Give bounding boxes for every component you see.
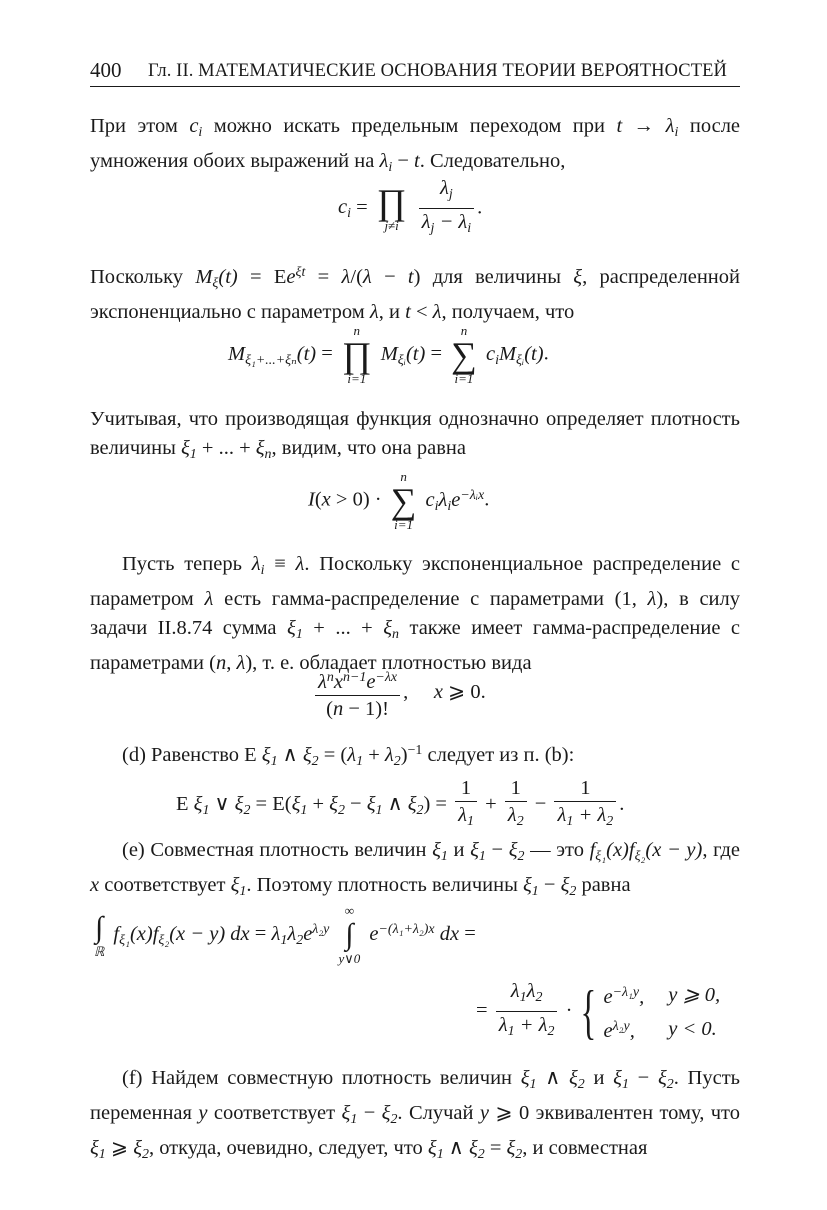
paragraph-4: Пусть теперь $\lambda_i \equiv \lambda$. Поскольку экспоненциальное распределение с параметром λ есть гамма-распределение с параметрами (1, λ), в силу задачи II.8.74 сумма $\xi_1$ + ... + $\xi_n$ также имеет гамма-распределение с параметрами (n, λ), т. е. обладает плотностью вида <box>90 553 741 675</box>
page <box>90 0 740 1210</box>
page-number: 400 <box>90 58 122 82</box>
equation-gamma-density: $\frac{\lambda^nx^{n-1}e^{-\lambda x}}{(n - 1)!}$ , x ⩾ 0. <box>312 666 486 721</box>
equation-expectation-max: E $\xi_1$ ∨ $\xi_2 = E(\xi_1 + \xi_2 - \xi_1$ ∧ $\xi_2$) = $\frac{1}{\lambda_1}$ + $\frac{1}{\lambda_2}$ − $\frac{1}{\lambda_1 + \lambda_2}$ . <box>176 777 625 830</box>
equation-ci: $c_i$ = ∏ j≠i $\frac{\lambda_j}{\lambda_j - \lambda_i}$ . <box>338 177 483 237</box>
equation-mgf-sum: $M_{\xi_1+...+\xi_n}(t)$ = n ∏ i=1 $M_{\xi ᵢ}(t)$ = n ∑ i=1 $c_iM_{\xi ᵢ}(t)$. <box>228 323 549 386</box>
paragraph-7: (f) Найдем совместную плотность величин $\xi_1$ ∧ $\xi_2$ и $\xi_1 - \xi_2$. Пусть переменная y соответствует $\xi_1 - \xi_2$. Случай y ⩾ 0 эквивалентен тому, что $\xi_1$ ⩾ $\xi_2$, откуда, очевидно, следует, что $\xi_1$ ∧ $\xi_2 = \xi_2$, и совместная <box>90 1067 741 1163</box>
running-header <box>90 58 740 87</box>
equation-integral-line-2: = $\frac{\lambda_1\lambda_2}{\lambda_1 + \lambda_2}$ · { $e^{-\lambda_1y}$, y ⩾ 0, $e^{\lambda_2y}$, y < 0. <box>476 978 721 1045</box>
equation-density-sum: I(x > 0) · n ∑ i=1 $c_i\lambda_ie^{-\lambda ᵢx}$. <box>308 469 490 532</box>
paragraph-3: Учитывая, что производящая функция однозначно определяет плотность величины $\xi_1$ + ... + $\xi_n$, видим, что она равна <box>90 408 740 463</box>
paragraph-1: При этом $c_i$ можно искать предельным переходом при $t \to \lambda_i$ после умножения обоих выражений на $\lambda_i - t$. Следовательно, <box>90 115 741 176</box>
equation-integral-line-1: ∫ ℝ $f_{\xi_1}(x)f_{\xi_2}(x - y)$ dx = $\lambda_1\lambda_2e^{\lambda_2y}$ ∞ ∫ y∨0 $e^{-(\lambda_1+\lambda_2)x}$ dx = <box>94 903 476 966</box>
running-title: Гл. II. МАТЕМАТИЧЕСКИЕ ОСНОВАНИЯ ТЕОРИИ ВЕРОЯТНОСТЕЙ <box>148 61 728 81</box>
condition-2: y < 0. <box>668 1017 717 1040</box>
condition-1: y ⩾ 0, <box>668 983 721 1006</box>
paragraph-5: (d) Равенство E $\xi_1$ ∧ $\xi_2 = (\lambda_1 + \lambda_2)^{-1}$ следует из п. (b): <box>122 743 575 770</box>
paragraph-6: (e) Совместная плотность величин $\xi_1$ и $\xi_1 - \xi_2$ — это $f_{\xi_1}(x)f_{\xi_2}(x - y)$, где x соответствует $\xi_1$. Поэтому плотность величины $\xi_1 - \xi_2$ равна <box>90 839 741 900</box>
paragraph-2: Поскольку $M_\xi(t) = Ee^{\xi t} = \lambda/(\lambda - t)$ для величины ξ, распределенной экспоненциально с параметром λ, и t < λ, получаем, что <box>90 265 740 324</box>
